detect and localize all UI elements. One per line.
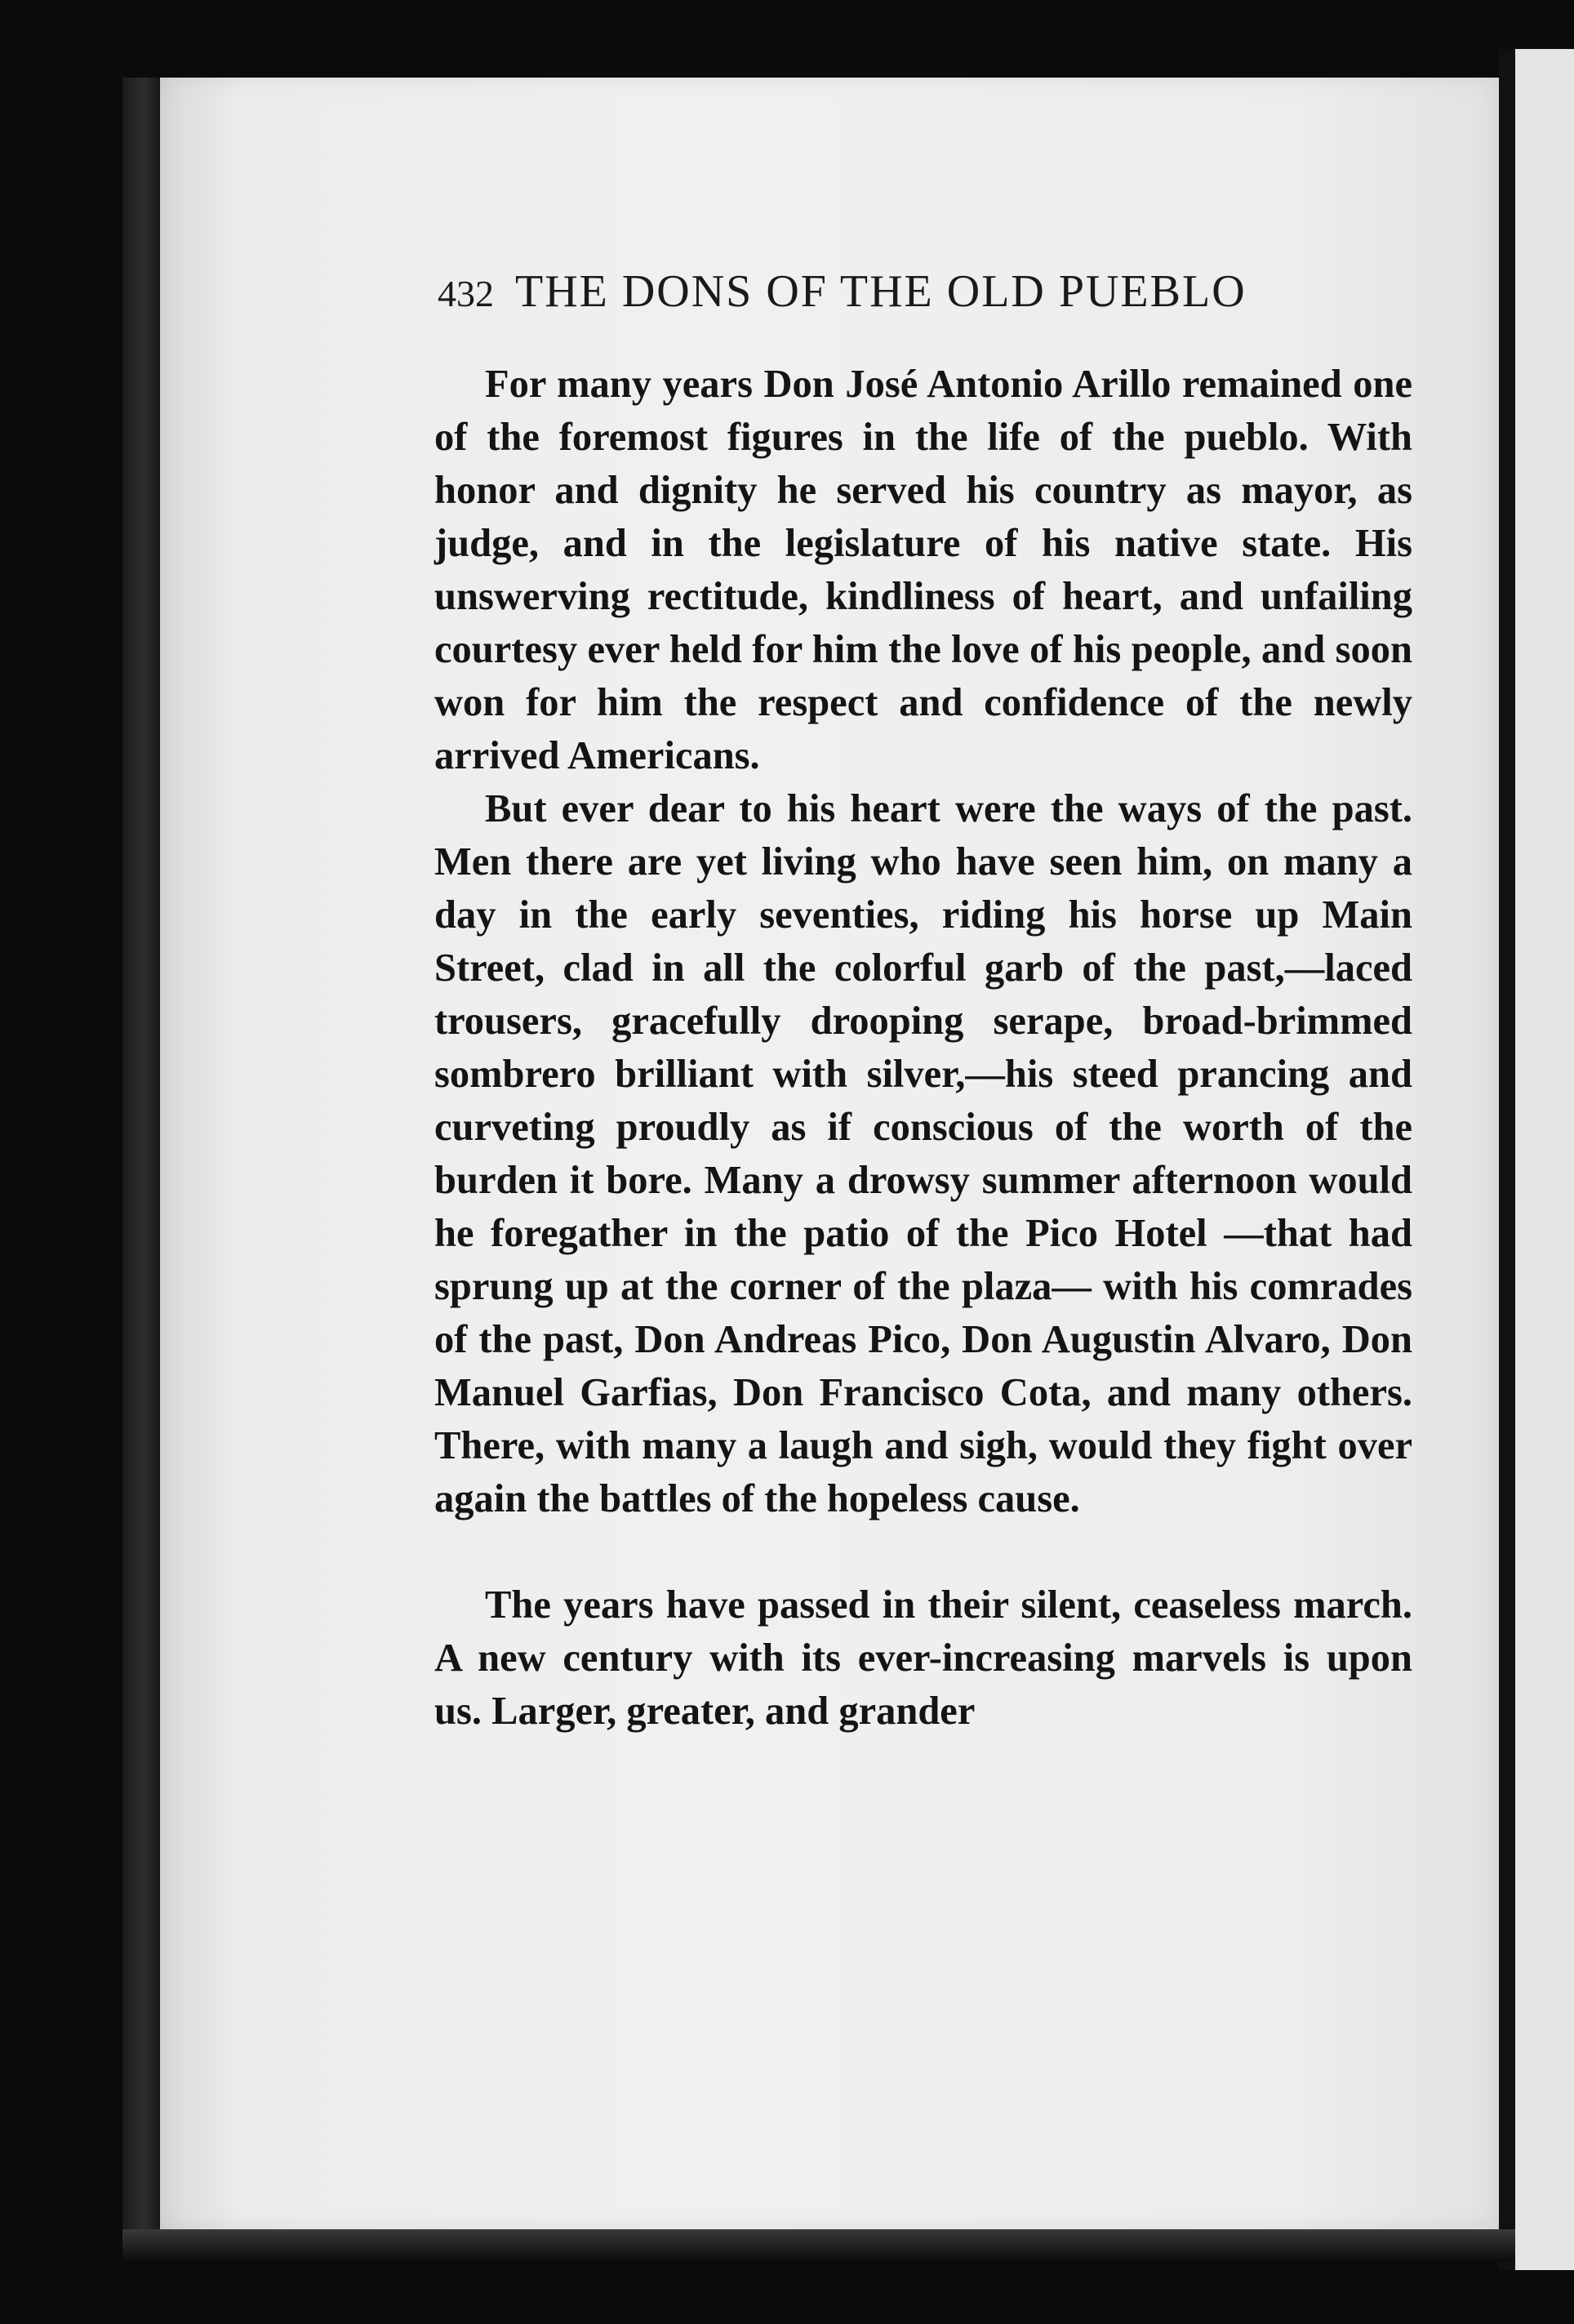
page-bottom-shadow [122, 2229, 1515, 2262]
facing-page-sliver [1515, 49, 1574, 2270]
page-number: 432 [438, 273, 494, 314]
paragraph-1: For many years Don José Antonio Arillo remained one of the foremost figures in the life of the pueblo. With honor and dignity he served his country as mayor, as judge, and in the legislature of his native state. His unswerving rectitude, kindliness of heart, and unfailing courtesy ever held for him the love of his people, and soon won for him the respect and confidence of the newly arrived Americans. [434, 363, 1412, 777]
body-text [434, 358, 1412, 1738]
paragraph-2: But ever dear to his heart were the ways of the past. Men there are yet living who have seen him, on many a day in the early seventies, riding his horse up Main Street, clad in all the colorful garb of the past,—laced trousers, gracefully drooping serape, broad-brimmed sombrero brilliant with silver,—his steed prancing and curveting proudly as if conscious of the worth of the burden it bore. Many a drowsy summer afternoon would he foregather in the patio of the Pico Hotel —that had sprung up at the corner of the plaza— with his comrades of the past, Don Andreas Pico, Don Augustin Alvaro, Don Manuel Garfias, Don Francisco Cota, and many others. There, with many a laugh and sigh, would they fight over again the battles of the hopeless cause. [434, 787, 1412, 1520]
book-spine [122, 78, 162, 2250]
running-header [438, 265, 1409, 318]
paragraph-3: The years have passed in their silent, ceaseless march. A new century with its ever-increasing marvels is upon us. Larger, greater, and grander [434, 1583, 1412, 1733]
running-title: THE DONS OF THE OLD PUEBLO [515, 266, 1247, 317]
facing-page-edge [1499, 49, 1515, 2270]
